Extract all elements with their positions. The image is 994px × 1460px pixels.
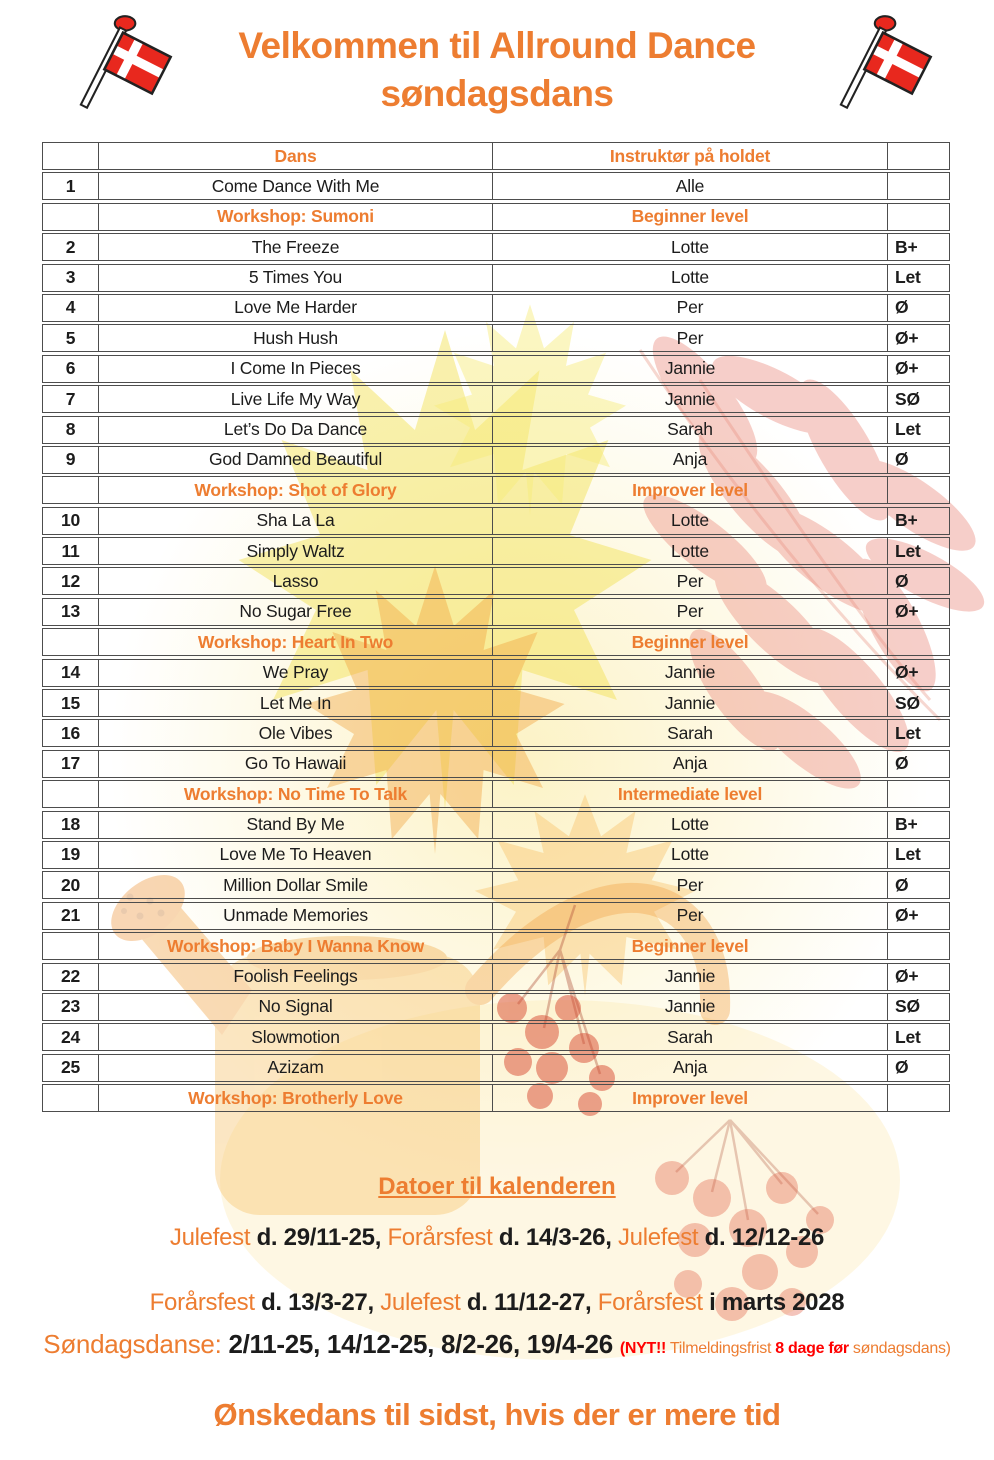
instructor-cell: Sarah [492,1024,887,1050]
text-segment: Tilmeldingsfrist [666,1340,776,1357]
workshop-row [42,476,950,504]
dance-name-cell: Workshop: Sumoni [98,204,492,230]
page-title-line1: Velkommen til Allround Dance [238,25,756,66]
text-segment: d. 13/3-27, [254,1289,381,1316]
instructor-cell: Lotte [492,234,887,260]
table-row [42,993,950,1021]
row-number-cell [43,477,98,503]
level-cell: B+ [887,508,949,534]
level-cell [887,1085,949,1111]
text-segment: d. 11/12-27, [460,1289,598,1316]
table-row [42,324,950,352]
instructor-cell: Beginner level [492,933,887,959]
row-number-cell: 7 [65,388,76,409]
level-cell: Ø [887,568,949,594]
text-segment: (NYT!! [619,1340,666,1357]
row-number-cell: 13 [60,601,81,622]
dance-name-cell: Workshop: Heart In Two [98,629,492,655]
row-number-cell: 4 [65,297,76,318]
row-number-cell: 17 [60,753,81,774]
instructor-cell: Anja [492,1055,887,1081]
text-segment: d. 14/3-26, [492,1224,618,1251]
page-title-line2: søndagsdans [380,73,614,115]
instructor-cell: Improver level [492,1085,887,1111]
instructor-cell: Beginner level [492,204,887,230]
text-segment: Forårsfest [597,1289,703,1316]
level-cell [887,933,949,959]
level-cell: Ø+ [887,599,949,625]
level-cell: Let [887,842,949,868]
dance-name-cell: Unmade Memories [98,903,492,929]
text-segment: søndagsdans) [848,1340,951,1357]
text-segment: Forårsfest [149,1289,255,1316]
text-segment: d. 29/11-25, [250,1224,388,1251]
instructor-cell: Alle [492,173,887,199]
level-cell [887,204,949,230]
level-cell: Ø [887,872,949,898]
table-rows [42,172,950,1112]
table-row [42,507,950,535]
level-cell: Ø+ [887,903,949,929]
instructor-cell: Jannie [492,994,887,1020]
dance-name-cell: Workshop: Brotherly Love [98,1085,492,1111]
dance-name-cell: Love Me To Heaven [98,842,492,868]
level-cell: Ø [887,447,949,473]
instructor-cell: Jannie [492,356,887,382]
dance-name-cell: Workshop: No Time To Talk [98,781,492,807]
level-cell [887,477,949,503]
dance-name-cell: Slowmotion [98,1024,492,1050]
row-number-cell: 6 [65,358,76,379]
dates-line-2 [0,1289,994,1317]
instructor-cell: Sarah [492,417,887,443]
dance-column-header: Dans [98,143,492,169]
table-row [42,598,950,626]
level-cell: SØ [887,386,949,412]
dance-name-cell: Lasso [98,568,492,594]
dance-name-cell: Stand By Me [98,812,492,838]
instructor-cell: Per [492,903,887,929]
dance-name-cell: 5 Times You [98,265,492,291]
instructor-cell: Lotte [492,842,887,868]
row-number-cell: 19 [60,844,81,865]
instructor-cell: Per [492,568,887,594]
row-number-cell: 23 [60,996,81,1017]
table-row [42,355,950,383]
workshop-row [42,780,950,808]
instructor-cell: Per [492,295,887,321]
table-header-row [42,142,950,170]
instructor-cell: Jannie [492,386,887,412]
table-row [42,841,950,869]
row-number-cell: 21 [60,905,81,926]
dance-name-cell: Million Dollar Smile [98,872,492,898]
instructor-cell: Anja [492,447,887,473]
table-row [42,567,950,595]
dance-name-cell: Let Me In [98,690,492,716]
text-segment: 2/11-25, 14/12-25, 8/2-26, 19/4-26 [221,1329,620,1359]
instructor-cell: Lotte [492,538,887,564]
level-cell: Let [887,417,949,443]
instructor-cell: Per [492,599,887,625]
text-segment: Forårsfest [387,1224,493,1251]
row-number-cell: 20 [60,874,81,895]
level-cell: Ø+ [887,325,949,351]
row-number-cell: 5 [65,327,76,348]
table-row [42,294,950,322]
table-row [42,719,950,747]
text-segment: Søndagsdanse: [43,1329,222,1359]
level-cell [887,173,949,199]
level-cell: Let [887,1024,949,1050]
dance-name-cell: Simply Waltz [98,538,492,564]
row-number-cell [43,629,98,655]
instructor-cell: Lotte [492,265,887,291]
row-number-cell [43,781,98,807]
table-row [42,1023,950,1051]
text-segment: Julefest [617,1224,699,1251]
sunday-dances-line [0,1329,994,1360]
dance-name-cell: Live Life My Way [98,386,492,412]
level-cell: Ø+ [887,660,949,686]
row-number-cell: 1 [65,175,76,196]
level-cell: SØ [887,690,949,716]
row-number-cell: 3 [65,267,76,288]
instructor-cell: Sarah [492,720,887,746]
row-number-cell: 24 [60,1026,81,1047]
level-cell: B+ [887,812,949,838]
level-cell: Ø [887,751,949,777]
dance-name-cell: Hush Hush [98,325,492,351]
instructor-cell: Lotte [492,508,887,534]
text-segment: Julefest [169,1224,251,1251]
workshop-row [42,1084,950,1112]
dance-name-cell: Sha La La [98,508,492,534]
table-row [42,537,950,565]
table-row [42,172,950,200]
instructor-cell: Jannie [492,964,887,990]
text-segment: Julefest [380,1289,461,1316]
closing-line: Ønskedans til sidst, hvis der er mere tid [213,1397,781,1432]
instructor-cell: Jannie [492,660,887,686]
table-row [42,902,950,930]
instructor-cell: Per [492,872,887,898]
table-row [42,963,950,991]
dance-name-cell: No Signal [98,994,492,1020]
row-number-cell: 10 [60,510,81,531]
table-row [42,689,950,717]
row-number-cell: 16 [60,722,81,743]
row-number-cell: 15 [60,692,81,713]
dance-name-cell: Foolish Feelings [98,964,492,990]
text-segment: d. 12/12-26 [698,1224,825,1251]
table-row [42,871,950,899]
row-number-cell: 14 [60,662,81,683]
row-number-cell: 9 [65,449,76,470]
table-row [42,446,950,474]
dance-schedule-table [42,142,950,1115]
table-row [42,750,950,778]
dance-name-cell: We Pray [98,660,492,686]
level-cell: Ø [887,1055,949,1081]
dance-name-cell: I Come In Pieces [98,356,492,382]
dance-name-cell: Workshop: Baby I Wanna Know [98,933,492,959]
dates-line-1 [0,1224,994,1252]
dance-name-cell: Come Dance With Me [98,173,492,199]
level-column-header [887,143,949,169]
level-cell: Let [887,265,949,291]
dance-name-cell: No Sugar Free [98,599,492,625]
instructor-cell: Per [492,325,887,351]
dance-name-cell: The Freeze [98,234,492,260]
dance-name-cell: Azizam [98,1055,492,1081]
row-number-cell: 2 [65,236,76,257]
dates-heading: Datoer til kalenderen [378,1173,616,1200]
row-number-cell: 25 [60,1057,81,1078]
row-number-cell [43,204,98,230]
level-cell: B+ [887,234,949,260]
level-cell: Ø [887,295,949,321]
dance-name-cell: Let’s Do Da Dance [98,417,492,443]
instructor-cell: Anja [492,751,887,777]
text-segment: 8 dage før [775,1340,849,1357]
table-row [42,1054,950,1082]
row-number-cell: 12 [60,570,81,591]
dance-name-cell: Ole Vibes [98,720,492,746]
dance-name-cell: Love Me Harder [98,295,492,321]
row-number-header [43,143,98,169]
workshop-row [42,932,950,960]
level-cell [887,781,949,807]
text-segment: i marts 2028 [702,1289,845,1316]
instructor-cell: Jannie [492,690,887,716]
workshop-row [42,628,950,656]
page-title [150,22,844,118]
row-number-cell: 22 [60,966,81,987]
instructor-cell: Intermediate level [492,781,887,807]
row-number-cell [43,1085,98,1111]
level-cell: Let [887,538,949,564]
row-number-cell [43,933,98,959]
level-cell: Let [887,720,949,746]
table-row [42,233,950,261]
row-number-cell: 11 [61,540,80,561]
dance-name-cell: Workshop: Shot of Glory [98,477,492,503]
dance-name-cell: Go To Hawaii [98,751,492,777]
level-cell: Ø+ [887,964,949,990]
instructor-column-header: Instruktør på holdet [492,143,887,169]
table-row [42,385,950,413]
row-number-cell: 8 [65,419,76,440]
level-cell: Ø+ [887,356,949,382]
table-row [42,416,950,444]
instructor-cell: Improver level [492,477,887,503]
table-row [42,811,950,839]
row-number-cell: 18 [60,814,81,835]
dance-name-cell: God Damned Beautiful [98,447,492,473]
table-row [42,264,950,292]
table-row [42,659,950,687]
level-cell [887,629,949,655]
instructor-cell: Lotte [492,812,887,838]
level-cell: SØ [887,994,949,1020]
workshop-row [42,203,950,231]
instructor-cell: Beginner level [492,629,887,655]
